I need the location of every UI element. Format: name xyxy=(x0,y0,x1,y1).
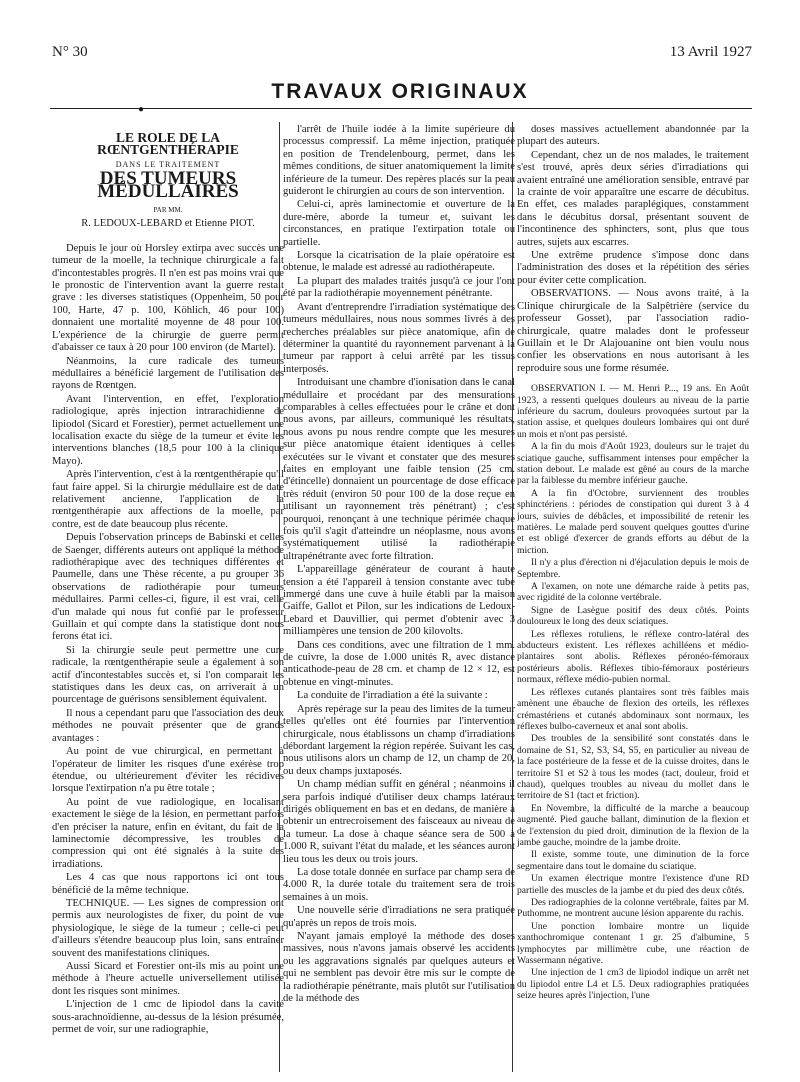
paragraph: Après repérage sur la peau des limites de la tumeur telles qu'elles ont été fournies par l'intervention chirurgicale, nous établissons un champ d'irradiations débordant largement la région repérée. Suivant les cas, nous utilisons alors un champ de 12, un champ de 20, ou deux champs juxtaposés. xyxy=(283,703,515,777)
paragraph: Aussi Sicard et Forestier ont-ils mis au point une méthode à l'heure actuelle universellement utilisée dont les risques sont minimes. xyxy=(52,961,284,997)
paragraph: Une nouvelle série d'irradiations ne sera pratiquée qu'après un repos de trois mois. xyxy=(283,905,515,929)
issue-number: N° 30 xyxy=(52,44,88,60)
paragraph: Des troubles de la sensibilité sont constatés dans le domaine de S1, S2, S3, S4, S5, en particulier au niveau de la face postérieure de la fesse et de la cuisse droites, dans le territoire S1 et S2 à tous les modes (tact, douleur, froid et chaud), quelques troubles au niveau du mollet dans le territoire de S1 (tact et friction). xyxy=(517,733,749,802)
paragraph: Après l'intervention, c'est à la rœntgenthérapie qu'il faut faire appel. Si la chirurgie médullaire est de date relativement ancienne, l'application de la rœntgenthérapie aux affections de la moelle, par contre, est de date beaucoup plus récente. xyxy=(52,469,284,530)
paragraph: Depuis l'observation princeps de Babinski et celles de Saenger, différents auteurs ont appliqué la méthode radiothérapique avec des techniques différentes et Paumelle, dans une Thèse récente, a pu grouper 36 observations de radiothérapie pour tumeurs médullaires. Parmi celles-ci, figure, il est vrai, celle d'un malade qui nous fut confié par le professeur Guillain et qui compte dans la statistique dont nous ferons état ici. xyxy=(52,532,284,643)
paragraph: Si la chirurgie seule peut permettre une cure radicale, la rœntgenthérapie seule a également à son actif d'incontestables succès et, si l'on comparait les statistiques dans les deux cas, on arriverait à un pourcentage de guérisons sensiblement équivalent. xyxy=(52,644,284,706)
authors-prefix: PAR MM. xyxy=(153,206,183,215)
observation-1 xyxy=(517,383,749,1002)
paragraph: Les réflexes cutanés plantaires sont très faibles mais amènent une ébauche de flexion des orteils, les réflexes crémastériens et cutanés abdominaux sont normaux, les réflexes bulbo-caverneux et anal sont abolis. xyxy=(517,686,749,732)
paragraph: La dose totale donnée en surface par champ sera de 4.000 R, la durée totale du traitement sera de trois semaines à un mois. xyxy=(283,866,515,903)
column-3-body xyxy=(517,124,749,375)
paragraph: Il nous a cependant paru que l'association des deux méthodes ne pouvait présenter que de grands avantages : xyxy=(52,707,284,744)
paragraph: Dans ces conditions, avec une filtration de 1 mm. de cuivre, la dose de 1.000 unités R, avec distance anticathode-peau de 28 cm. et champ de 12 × 12, est obtenue en vingt-minutes. xyxy=(283,639,515,688)
paragraph: Au point de vue chirurgical, en permettant à l'opérateur de limiter les risques d'une exérèse trop étendue, ou ultérieurement d'éviter les récidives lorsque l'extirpation n'a pu être totale ; xyxy=(52,746,284,795)
paragraph: Signe de Lasègue positif des deux côtés. Points douloureux le long des deux sciatiques. xyxy=(517,604,749,628)
article-title-small: DANS LE TRAITEMENT xyxy=(115,159,221,169)
paragraph: N'ayant jamais employé la méthode des doses massives, nous n'avons jamais observé les accidents ou les aggravations signalés par quelques auteurs et qui ne semblent pas devoir être mis sur le compte de la radiothérapie pénétrante, mais plutôt sur l'utilisation de la méthode des xyxy=(283,931,515,1005)
paragraph: Une extrême prudence s'impose donc dans l'administration des doses et la répétition des séries pour éviter cette complication. xyxy=(517,250,749,286)
column-1 xyxy=(52,124,284,1074)
article-title-line1: LE ROLE DE LA RŒNTGENTHÉRAPIE xyxy=(97,130,239,158)
paragraph: Il existe, somme toute, une diminution de la force segmentaire dans tout le domaine du sciatique. xyxy=(517,849,749,872)
article-title-line2: DES TUMEURS MÉDULLAIRES xyxy=(97,168,239,202)
paragraph: En Novembre, la difficulté de la marche a beaucoup augmenté. Pied gauche ballant, diminution de la flexion et de l'extension du pied droit, diminution de la flexion de la jambe gauche, moindre de la jambe droite. xyxy=(517,802,749,848)
paragraph: l'arrêt de l'huile iodée à la limite supérieure du processus compressif. La même injection, pratiquée en position de Trendelenbourg, permet, dans les mêmes conditions, de situer anatomiquement la limite inférieure de la tumeur. Des repères placés sur la peau guideront le chirurgien au cours de son intervention. xyxy=(283,124,515,198)
paragraph: Lorsque la cicatrisation de la plaie opératoire est obtenue, le malade est adressé au radiothérapeute. xyxy=(283,250,515,274)
paragraph: L'appareillage générateur de courant à haute tension a été l'appareil à tension constante avec tube immergé dans une cuve à huile établi par la maison Gaiffe, Gallot et Pilon, sur les indications de Ledoux-Lebard et Dauvillier, qui permet d'obtenir avec 3 milliampères une tension de 200 kilovolts. xyxy=(283,564,515,638)
paragraph: Un examen électrique montre l'existence d'une RD partielle des muscles de la jambe et du pied des deux côtés. xyxy=(517,873,749,896)
paragraph: Néanmoins, la cure radicale des tumeurs médullaires a bénéficié largement de l'utilisation des rayons de Rœntgen. xyxy=(52,355,284,392)
paragraph: Des radiographies de la colonne vertébrale, faites par M. Puthomme, ne montrent aucune lésion apparente du rachis. xyxy=(517,897,749,920)
paragraph: A la fin d'Octobre, surviennent des troubles sphinctériens : périodes de constipation qui durent 3 à 4 jours, suivies de débâcles, et impossibilité de retenir les matières. Le malade perd souvent quelques gouttes d'urine et est obligé d'exercer de grands efforts au début de la miction. xyxy=(517,487,749,556)
column-2 xyxy=(283,124,515,1074)
paragraph: Un champ médian suffit en général ; néanmoins il sera parfois indiqué d'utiliser deux champs latéraux dirigés obliquement en bas et en dedans, de manière à obtenir un entrecroisement des faisceaux au niveau de la tumeur. La dose à chaque séance sera de 500 à 1.000 R, suivant l'état du malade, et les séances auront lieu tous les deux ou trois jours. xyxy=(283,779,515,865)
paragraph: Introduisant une chambre d'ionisation dans le canal médullaire et procédant par des mensurations comparables à celles effectuées pour le crâne et dont nous avons, par ailleurs, communiqué les résultats, nous avons pu nous rendre compte que les mesures sur pièce anatomique étaient identiques à celles exécutées sur le vivant et constater que des mesures faites en employant une faible tension (25 cm. d'étincelle) donnaient un pourcentage de dose efficace très réduit (environ 50 pour 100 de la dose reçue en utilisant un rayonnement très pénétrant) ; c'est pourquoi, renonçant à une technique périmée chaque fois qu'il s'agit d'atteindre un néoplasme, nous avons systématiquement utilisé la radiothérapie ultrapénétrante avec forte filtration. xyxy=(283,377,515,562)
paragraph: L'injection de 1 cmc de lipiodol dans la cavité sous-arachnoïdienne, au-dessus de la lésion présumée, permet de voir, sur une radiographie, xyxy=(52,999,284,1036)
paragraph: Avant d'entreprendre l'irradiation systématique des tumeurs médullaires, nous nous sommes livrés à des recherches préalables sur pièce anatomique, afin de déterminer la quantité du rayonnement parvenant à la tumeur par rapport à celui arrêté par les tissus interposés. xyxy=(283,301,515,375)
column-1-body xyxy=(52,243,284,1037)
paragraph: Depuis le jour où Horsley extirpa avec succès une tumeur de la moelle, la technique chirurgicale a fait d'incontestables progrès. Il n'en est pas moins vrai que le pronostic de l'intervention avant la guerre restait grave : les diverses statistiques (Oppenheim, 50 pour 100, Harte, 47 p. 100, Köhlich, 46 pour 100) donnaient une mortalité moyenne de 48 pour 100. L'expérience de la chirurgie de guerre permit d'abaisser ce taux à 20 pour 100 environ (de Martel). xyxy=(52,242,284,354)
paragraph: A l'examen, on note une démarche raide à petits pas, avec rigidité de la colonne vertébrale. xyxy=(517,581,749,604)
paragraph: Il n'y a plus d'érection ni d'éjaculation depuis le mois de Septembre. xyxy=(517,557,749,580)
section-rule xyxy=(50,108,752,109)
paragraph: Les 4 cas que nous rapportons ici ont tous bénéficié de la même technique. xyxy=(52,872,284,896)
issue-date: 13 Avril 1927 xyxy=(669,44,752,60)
paragraph: Avant l'intervention, en effet, l'exploration radiologique, après injection intrarachidienne de lipiodol (Sicard et Forestier), permet actuellement une localisation exacte du siège de la tumeur et évite les interventions blanches (18,5 pour 100 à la clinique Mayo). xyxy=(52,393,284,467)
paragraph: Une injection de 1 cm3 de lipiodol indique un arrêt net du lipiodol entre L4 et L5. Deux radiographies pratiquées seize heures après l'injection, l'une xyxy=(517,967,749,1002)
column-3 xyxy=(517,124,749,1074)
paragraph: Cependant, chez un de nos malades, le traitement s'est trouvé, après deux séries d'irradiations qui avaient entraîné une amélioration sensible, entravé par la crainte de voir apparaître une escarre de décubitus. En effet, ces malades paraplégiques, constamment dans le décubitus dorsal, présentant souvent de l'incontinence des sphincters, sont, plus que tous autres, sujets aux escarres. xyxy=(517,149,749,248)
column-2-body xyxy=(283,124,515,1005)
paragraph: OBSERVATION I. — M. Henri P..., 19 ans. En Août 1923, a ressenti quelques douleurs au niveau de la partie inférieure du sacrum, douleurs provoquées surtout par la station assise, et quelques douleurs lombaires qui ont duré un mois et n'ont pas persisté. xyxy=(517,383,749,440)
paragraph: doses massives actuellement abandonnée par la plupart des auteurs. xyxy=(517,124,749,148)
paragraph: Les réflexes rotuliens, le réflexe contro-latéral des abducteurs existent. Les réflexes achilléens et médio-plantaires sont abolis. Réflexes péronéo-fémoraux postérieurs abolis. Réflexes tibio-fémoraux postérieurs normaux, réflexe médio-pubien normal. xyxy=(517,628,749,686)
bullet-dot: ● xyxy=(138,104,145,115)
paragraph: OBSERVATIONS. — Nous avons traité, à la Clinique chirurgicale de la Salpêtrière (service du professeur Gosset), par l'association radio-chirurgicale, quatre malades dont le professeur Guillain et le Dr Alajouanine ont bien voulu nous confier les observations en nous autorisant à les reproduire sous une forme résumée. xyxy=(517,288,749,374)
paragraph: Au point de vue radiologique, en localisant exactement le siège de la lésion, en permettant parfois d'en préciser la nature, enfin en évitant, du fait de la laminectomie décompressive, les troubles de compression qui ont été signalés à la suite des irradiations. xyxy=(52,796,284,870)
authors: R. LEDOUX-LEBARD et Etienne PIOT. xyxy=(81,218,255,230)
section-title: TRAVAUX ORIGINAUX xyxy=(271,80,529,103)
paragraph: Celui-ci, après laminectomie et ouverture de la dure-mère, aborde la tumeur et, suivant les circonstances, en pratique l'extirpation totale ou partielle. xyxy=(283,199,515,248)
paragraph: La conduite de l'irradiation a été la suivante : xyxy=(297,690,488,702)
paragraph: TECHNIQUE. — Les signes de compression ont permis aux neurologistes de fixer, du point de vue physiologique, le siège de la tumeur ; celle-ci peut d'ailleurs s'étendre beaucoup plus loin, sans entraîner souvent des manifestations cliniques. xyxy=(52,897,284,959)
paragraph: Une ponction lombaire montre un liquide xanthochromique contenant 1 gr. 25 d'albumine, 5 lymphocytes par millimètre cube, une réaction de Wassermann négative. xyxy=(517,920,749,967)
paragraph: La plupart des malades traités jusqu'à ce jour l'ont été par la radiothérapie moyennement pénétrante. xyxy=(283,275,515,300)
paragraph: A la fin du mois d'Août 1923, douleurs sur le trajet du sciatique gauche, suffisamment intenses pour empêcher la station debout. Le malade est gêné au cours de la marche par la faiblesse du membre inférieur gauche. xyxy=(517,441,749,487)
